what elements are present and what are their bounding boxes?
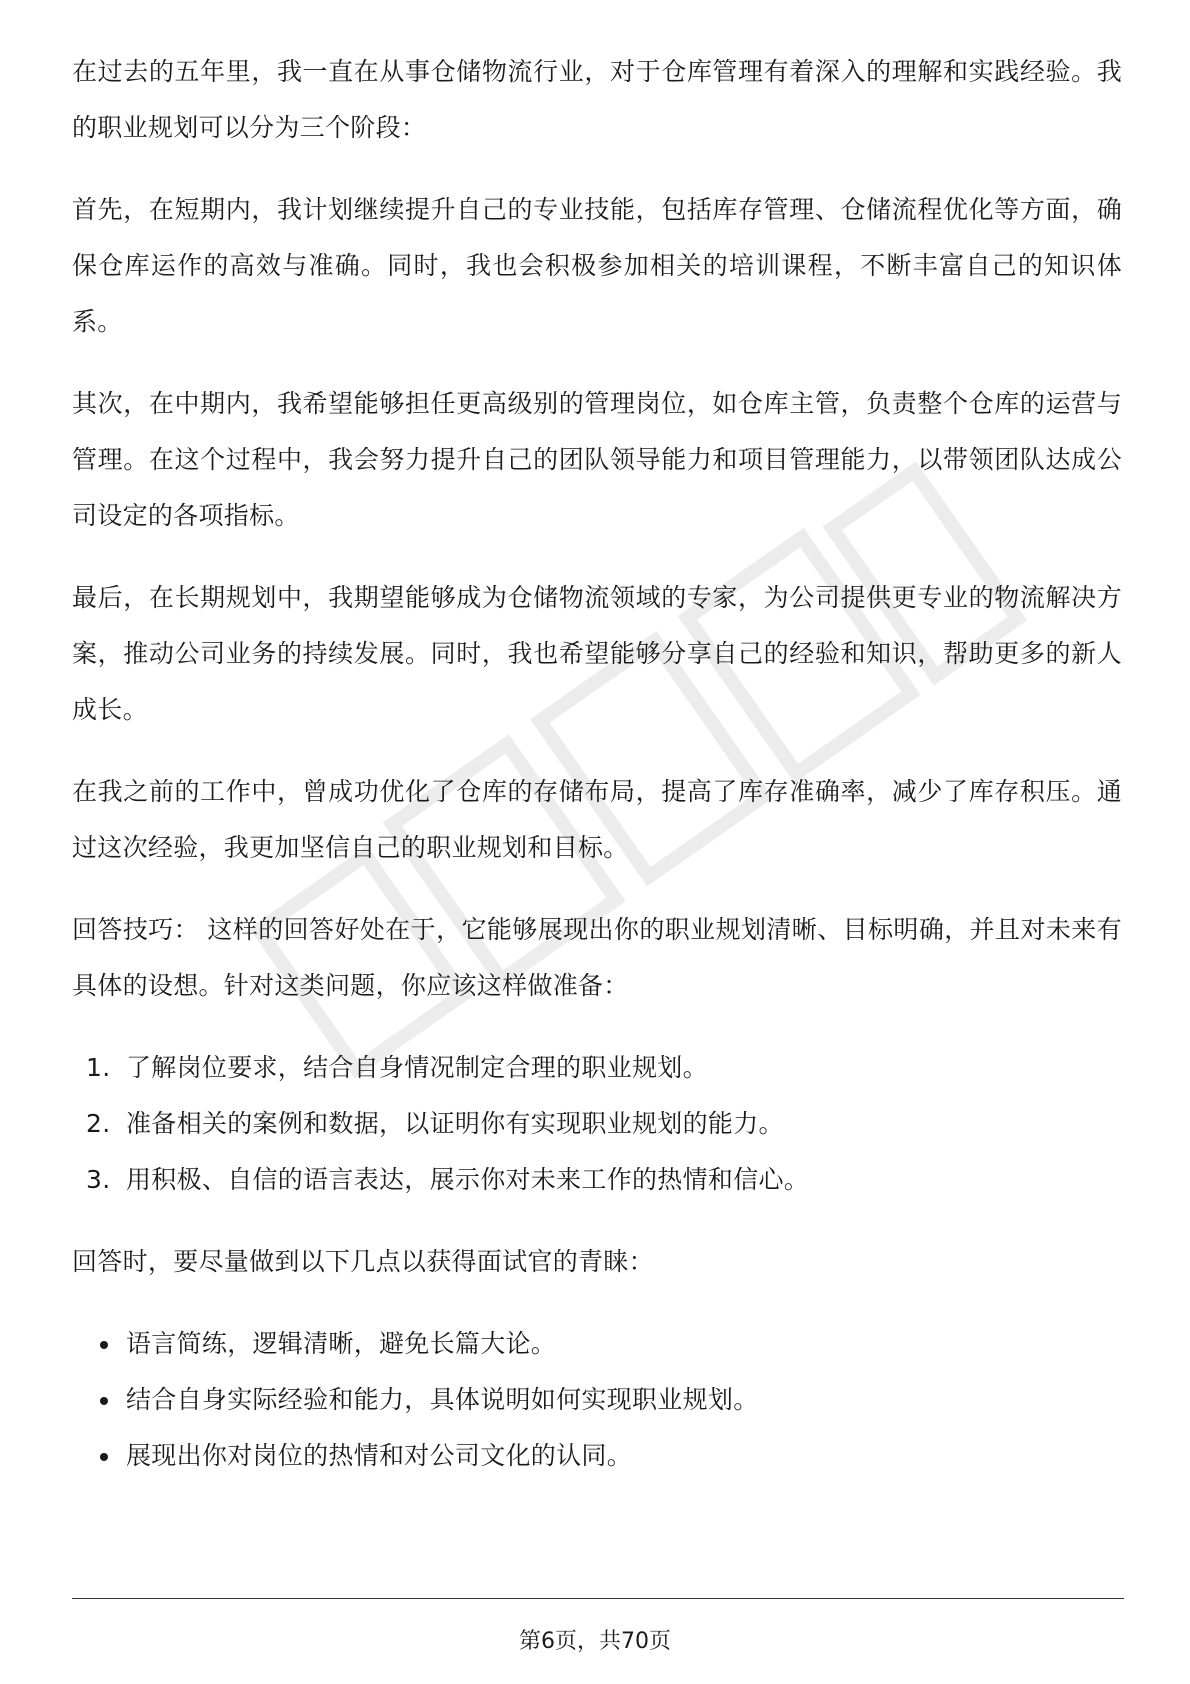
list-item — [72, 1372, 1122, 1428]
mid-term-paragraph: 其次，在中期内，我希望能够担任更高级别的管理岗位，如仓库主管，负责整个仓库的运营与管理。在这个过程中，我会努力提升自己的团队领导能力和项目管理能力，以带领团队达成公司设定的各项指标。 — [72, 389, 1122, 530]
list-number: 3. — [86, 1165, 111, 1194]
list-item — [72, 1096, 1122, 1152]
main-content — [72, 44, 1122, 1510]
preparation-list — [72, 1040, 1122, 1208]
list-item-text: 展现出你对岗位的热情和对公司文化的认同。 — [126, 1441, 633, 1470]
list-item-text: 结合自身实际经验和能力，具体说明如何实现职业规划。 — [126, 1385, 759, 1414]
footer-divider — [72, 1598, 1124, 1599]
list-item-text: 语言简练，逻辑清晰，避免长篇大论。 — [126, 1329, 557, 1358]
answer-tips-paragraph: 回答技巧： 这样的回答好处在于，它能够展现出你的职业规划清晰、目标明确，并且对未来有具体的设想。针对这类问题，你应该这样做准备： — [72, 915, 1122, 1000]
list-item-text: 用积极、自信的语言表达，展示你对未来工作的热情和信心。 — [126, 1165, 810, 1194]
bullet-icon — [100, 1453, 108, 1461]
experience-paragraph: 在我之前的工作中，曾成功优化了仓库的存储布局，提高了库存准确率，减少了库存积压。通过这次经验，我更加坚信自己的职业规划和目标。 — [72, 777, 1122, 862]
list-item — [72, 1040, 1122, 1096]
intro-paragraph: 在过去的五年里，我一直在从事仓储物流行业，对于仓库管理有着深入的理解和实践经验。我的职业规划可以分为三个阶段： — [72, 57, 1122, 142]
list-number: 2. — [86, 1109, 111, 1138]
list-number: 1. — [86, 1053, 111, 1082]
tips-bullet-list — [72, 1316, 1122, 1484]
page-number: 第6页，共70页 — [519, 1629, 671, 1654]
long-term-paragraph: 最后，在长期规划中，我期望能够成为仓储物流领域的专家，为公司提供更专业的物流解决方案，推动公司业务的持续发展。同时，我也希望能够分享自己的经验和知识，帮助更多的新人成长。 — [72, 583, 1122, 724]
list-item-text: 了解岗位要求，结合自身情况制定合理的职业规划。 — [126, 1053, 708, 1082]
bullet-icon — [100, 1341, 108, 1349]
list-item — [72, 1152, 1122, 1208]
list-item — [72, 1428, 1122, 1484]
short-term-paragraph: 首先，在短期内，我计划继续提升自己的专业技能，包括库存管理、仓储流程优化等方面，确保仓库运作的高效与准确。同时，我也会积极参加相关的培训课程，不断丰富自己的知识体系。 — [72, 195, 1122, 336]
list-item-text: 准备相关的案例和数据，以证明你有实现职业规划的能力。 — [126, 1109, 784, 1138]
bullet-icon — [100, 1397, 108, 1405]
tips-intro-paragraph: 回答时，要尽量做到以下几点以获得面试官的青睐： — [72, 1247, 654, 1276]
list-item — [72, 1316, 1122, 1372]
